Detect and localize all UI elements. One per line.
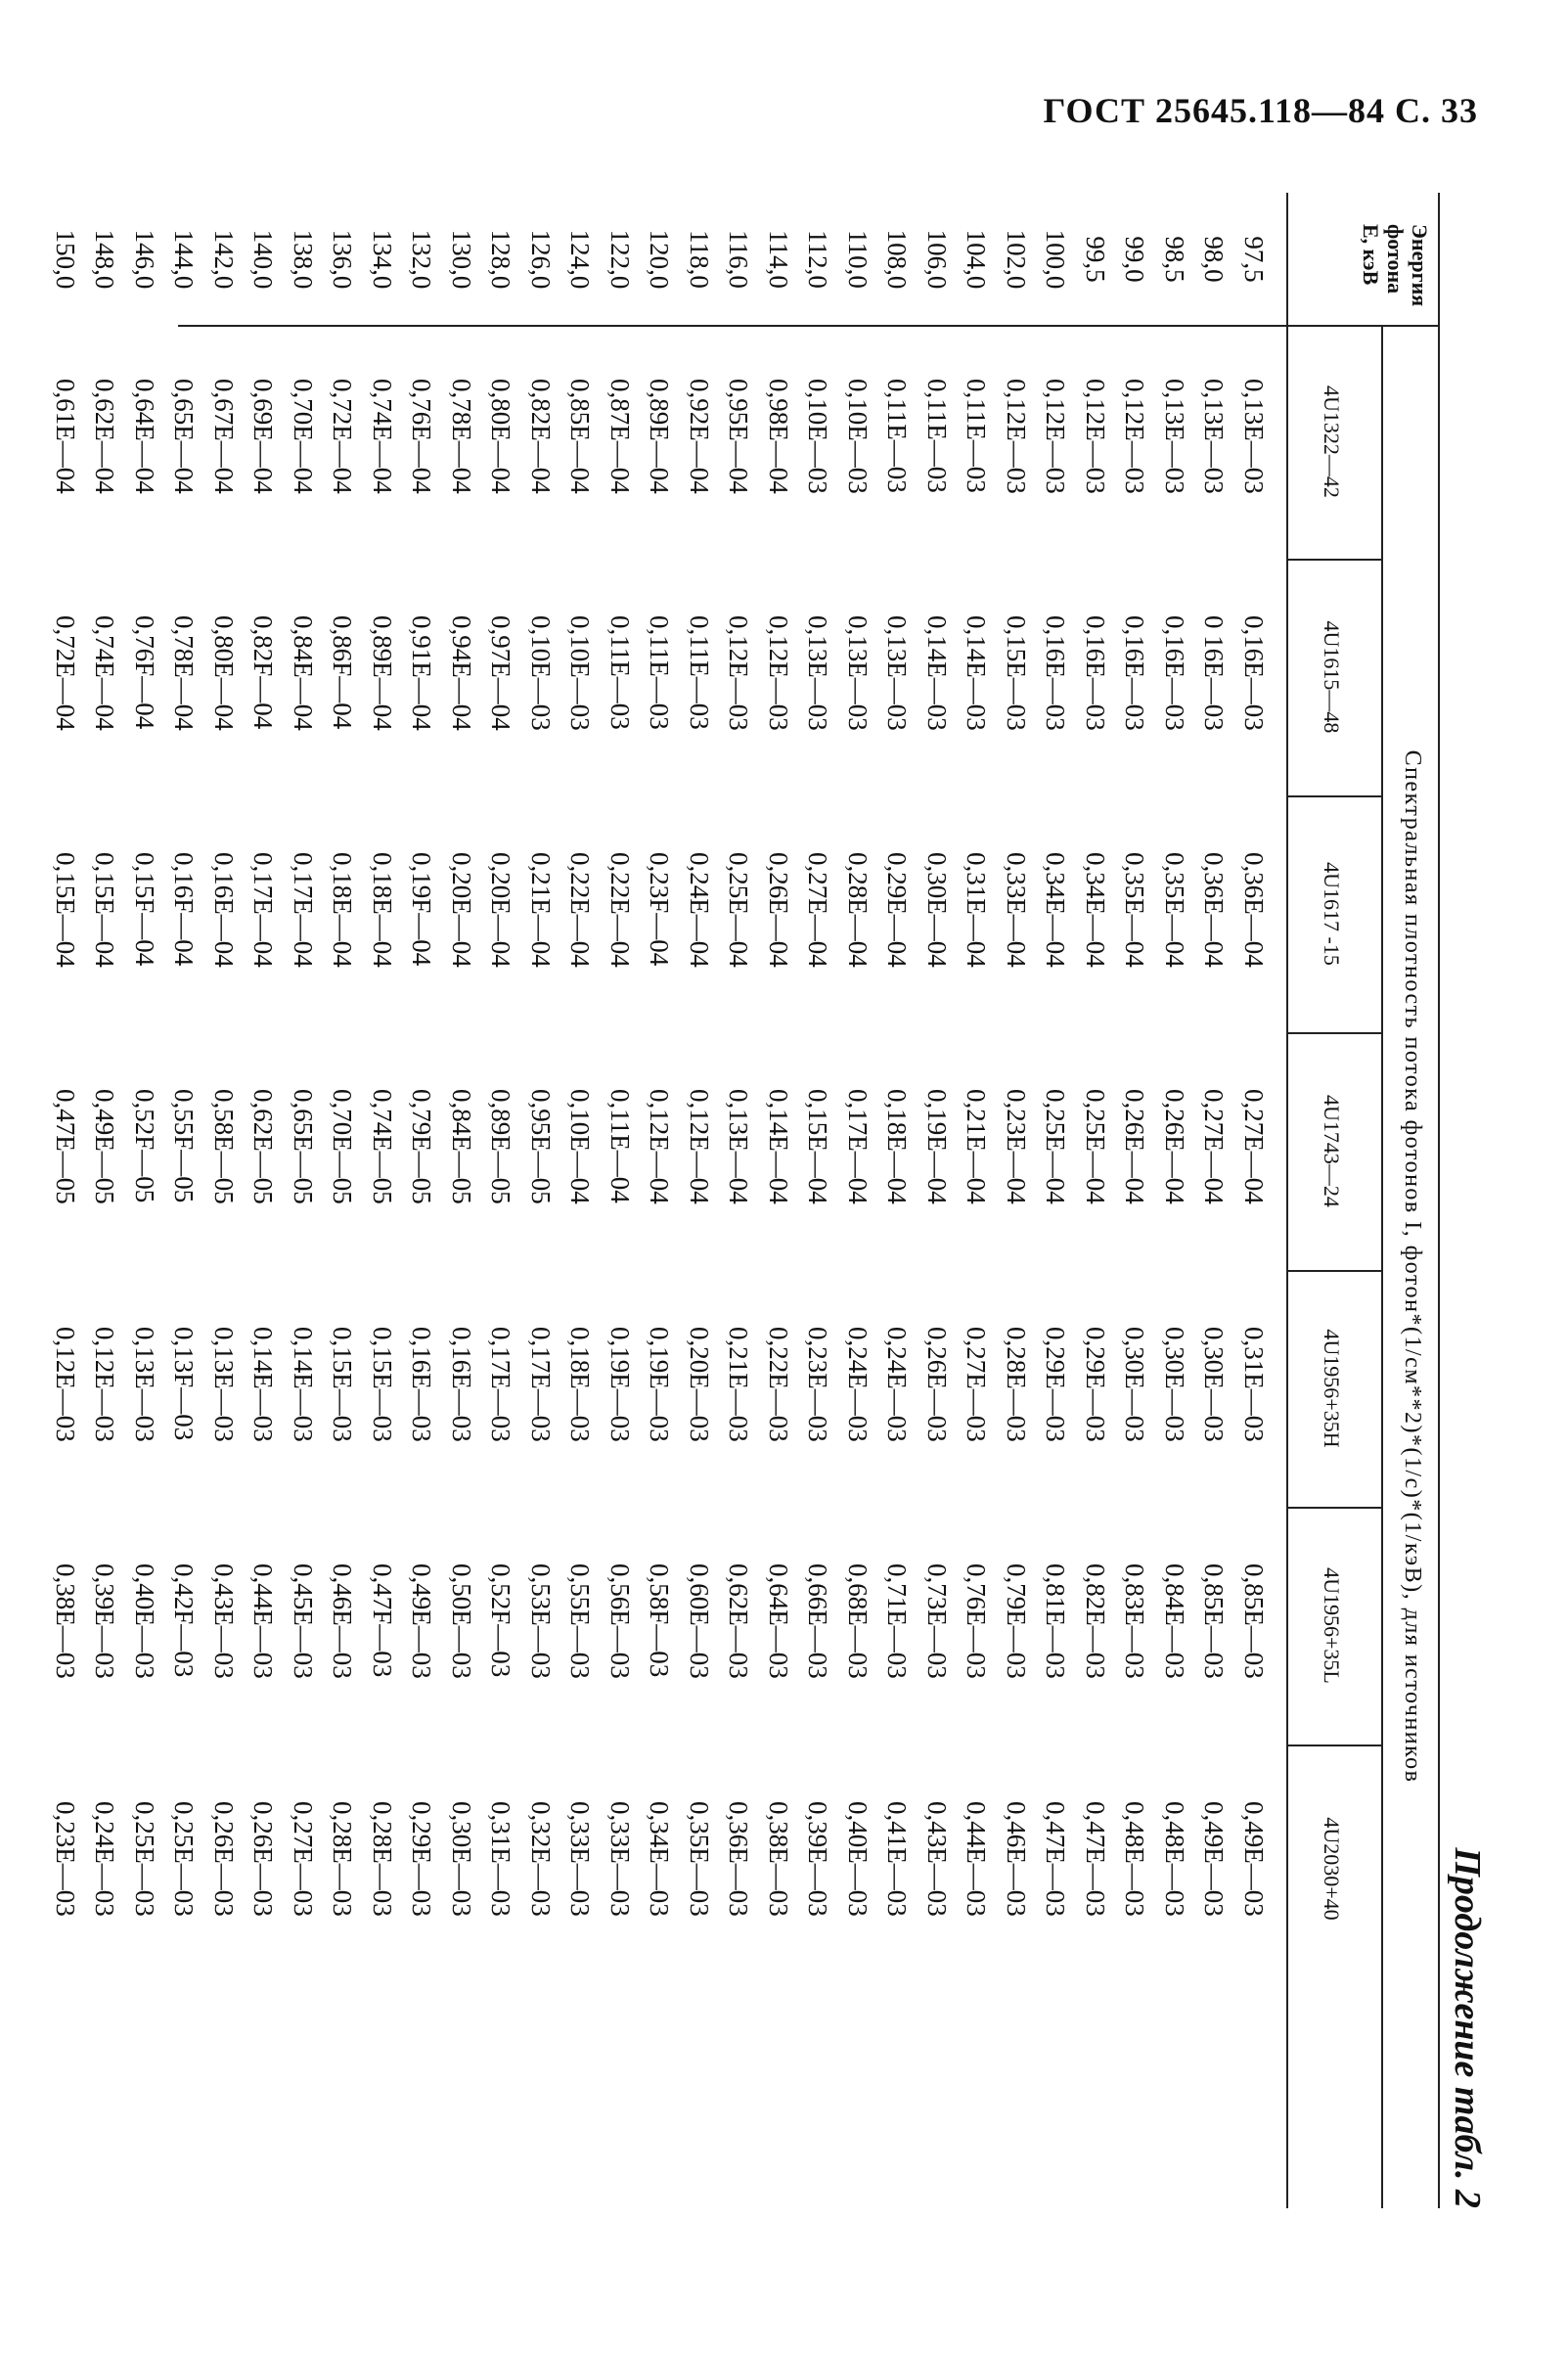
value-cell: 0,46E—03 xyxy=(1002,1801,1031,1917)
table-row xyxy=(601,193,641,2208)
value-cell: 0,76E—04 xyxy=(407,379,437,494)
value-cell: 0,50E—03 xyxy=(447,1563,476,1679)
page-header: ГОСТ 25645.118—84 С. 33 xyxy=(1043,91,1478,130)
value-cell: 0,47F—03 xyxy=(368,1563,397,1678)
energy-cell: 124,0 xyxy=(565,229,596,290)
value-cell: 0,26E—03 xyxy=(922,1327,952,1442)
value-cell: 0,15E—03 xyxy=(1002,615,1031,731)
value-cell: 0,45E—03 xyxy=(289,1563,318,1679)
value-cell: 0,58E—05 xyxy=(209,1089,239,1204)
value-cell: 0,89E—05 xyxy=(486,1089,516,1204)
value-cell: 0,20E—03 xyxy=(685,1327,714,1442)
value-cell: 0,23F—04 xyxy=(645,852,675,967)
value-cell: 0,31E—03 xyxy=(1239,1327,1269,1442)
value-cell: 0,71E—03 xyxy=(882,1563,913,1679)
value-cell: 0,15E—04 xyxy=(803,1089,833,1204)
energy-cell: 100,0 xyxy=(1041,229,1071,290)
energy-cell: 112,0 xyxy=(803,230,833,289)
value-cell: 0,10E—04 xyxy=(565,1089,596,1204)
table-row xyxy=(560,193,601,2208)
value-cell: 0,68E—03 xyxy=(843,1563,873,1679)
value-cell: 0,67E—04 xyxy=(209,379,239,494)
table-row xyxy=(164,193,204,2208)
value-cell: 0,19F—04 xyxy=(407,852,437,967)
value-cell: 0,22E—04 xyxy=(605,852,635,968)
value-cell: 0,98E—04 xyxy=(764,379,793,494)
value-cell: 0,14E—03 xyxy=(922,615,952,731)
table-row xyxy=(838,193,878,2208)
value-cell: 0,15E—04 xyxy=(90,852,120,968)
table-row xyxy=(1234,193,1275,2208)
value-cell: 0,23E—03 xyxy=(51,1801,80,1917)
span-header-rule xyxy=(1381,325,1383,2208)
energy-cell: 134,0 xyxy=(368,229,397,290)
value-cell: 0,18E—04 xyxy=(328,852,358,968)
value-cell: 0,13E—03 xyxy=(803,615,833,731)
energy-cell: 108,0 xyxy=(882,229,913,290)
value-cell: 0,26E—04 xyxy=(1120,1089,1150,1204)
value-cell: 0,94E—04 xyxy=(447,615,476,731)
value-cell: 0,20E—04 xyxy=(486,852,516,968)
value-cell: 0,12E—04 xyxy=(645,1089,675,1204)
energy-cell: 102,0 xyxy=(1002,229,1031,290)
value-cell: 0,44E—03 xyxy=(248,1563,279,1679)
value-cell: 0,36E—04 xyxy=(1199,852,1230,968)
value-cell: 0,74E—04 xyxy=(90,615,120,731)
table-row xyxy=(877,193,918,2208)
value-cell: 0,70E—05 xyxy=(328,1089,358,1204)
value-cell: 0,82E—03 xyxy=(1081,1563,1110,1679)
value-cell: 0,16E—03 xyxy=(1239,615,1269,731)
value-cell: 0,65E—05 xyxy=(289,1089,318,1204)
value-cell: 0,30E—04 xyxy=(922,852,952,968)
value-cell: 0,22E—04 xyxy=(565,852,596,968)
table-row xyxy=(481,193,521,2208)
energy-header xyxy=(1293,193,1440,325)
table-row xyxy=(442,193,482,2208)
value-cell: 0,47E—03 xyxy=(1081,1801,1110,1917)
value-cell: 0,89E—04 xyxy=(368,615,397,731)
value-cell: 0,49E—05 xyxy=(90,1089,120,1204)
value-cell: 0,48E—03 xyxy=(1160,1801,1189,1917)
energy-cell: 98,0 xyxy=(1199,236,1230,283)
table-row xyxy=(1076,193,1116,2208)
value-cell: 0,30E—03 xyxy=(1160,1327,1189,1442)
value-cell: 0,14E—03 xyxy=(248,1327,279,1442)
energy-cell: 120,0 xyxy=(645,229,675,290)
rotated-table-stage xyxy=(51,168,1489,2247)
value-cell: 0,11E—03 xyxy=(922,379,952,493)
value-cell: 0,79E—03 xyxy=(1002,1563,1031,1679)
column-header: 4U1617 -15 xyxy=(1320,862,1344,966)
value-cell: 0,83E—03 xyxy=(1120,1563,1150,1679)
table-row xyxy=(1036,193,1076,2208)
value-cell: 0,11E—03 xyxy=(685,615,714,730)
value-cell: 0,64E—03 xyxy=(764,1563,793,1679)
value-cell: 0,80E—04 xyxy=(209,615,239,731)
value-cell: 0,28E—04 xyxy=(843,852,873,968)
value-cell: 0,49E—03 xyxy=(407,1563,437,1679)
table-row xyxy=(680,193,720,2208)
value-cell: 0,32E—03 xyxy=(526,1801,556,1917)
column-header: 4U1615—48 xyxy=(1320,620,1344,734)
value-cell: 0,13E—03 xyxy=(843,615,873,731)
column-header: 4U1956+35L xyxy=(1320,1567,1344,1684)
value-cell: 0,16E—03 xyxy=(447,1327,476,1442)
value-cell: 0,84E—04 xyxy=(289,615,318,731)
table-body xyxy=(46,193,1275,2208)
value-cell: 0,66E—03 xyxy=(803,1563,833,1679)
value-cell: 0,30E—03 xyxy=(447,1801,476,1917)
value-cell: 0,58F—03 xyxy=(645,1563,675,1678)
value-cell: 0,23E—04 xyxy=(1002,1089,1031,1204)
value-cell: 0,13E—03 xyxy=(209,1327,239,1442)
value-cell: 0,22E—03 xyxy=(764,1327,793,1442)
value-cell: 0,74E—04 xyxy=(368,379,397,494)
energy-cell: 150,0 xyxy=(51,229,80,290)
value-cell: 0,55E—03 xyxy=(565,1563,596,1679)
value-cell: 0,12E—03 xyxy=(90,1327,120,1442)
value-cell: 0,21E—03 xyxy=(724,1327,754,1442)
value-cell: 0,38E—03 xyxy=(764,1801,793,1917)
energy-cell: 118,0 xyxy=(685,230,714,289)
column-header: 4U1322—42 xyxy=(1320,385,1344,498)
value-cell: 0,17E—03 xyxy=(526,1327,556,1442)
value-cell: 0,31E—03 xyxy=(486,1801,516,1917)
value-cell: 0,49E—03 xyxy=(1239,1801,1269,1917)
value-cell: 0,24E—03 xyxy=(90,1801,120,1917)
value-cell: 0,12E—04 xyxy=(685,1089,714,1204)
table-row xyxy=(46,193,86,2208)
value-cell: 0,43E—03 xyxy=(209,1563,239,1679)
value-cell: 0,25E—03 xyxy=(130,1801,159,1917)
value-cell: 0,34E—04 xyxy=(1081,852,1110,968)
value-cell: 0,56E—03 xyxy=(605,1563,635,1679)
value-cell: 0,25E—04 xyxy=(1041,1089,1071,1204)
value-cell: 0,12E—03 xyxy=(51,1327,80,1442)
value-cell: 0,23E—03 xyxy=(803,1327,833,1442)
value-cell: 0,15E—03 xyxy=(328,1327,358,1442)
value-cell: 0,97E—04 xyxy=(486,615,516,731)
value-cell: 0,35E—04 xyxy=(1120,852,1150,968)
value-cell: 0,28E—03 xyxy=(1002,1327,1031,1442)
value-cell: 0,17E—04 xyxy=(843,1089,873,1204)
value-cell: 0,20E—04 xyxy=(447,852,476,968)
value-cell: 0,16F—04 xyxy=(169,852,200,967)
table-row xyxy=(1194,193,1234,2208)
value-cell: 0,12E—03 xyxy=(1120,379,1150,494)
value-cell: 0,13E—03 xyxy=(1199,379,1230,494)
value-cell: 0,16E—03 xyxy=(1120,615,1150,731)
value-cell: 0,43E—03 xyxy=(922,1801,952,1917)
energy-cell: 99,0 xyxy=(1120,236,1150,283)
value-cell: 0,13E—03 xyxy=(882,615,913,731)
value-cell: 0,69E—04 xyxy=(248,379,279,494)
table-row xyxy=(244,193,284,2208)
energy-header-line: фотона xyxy=(1383,224,1408,294)
value-cell: 0,36E—04 xyxy=(1239,852,1269,968)
value-cell: 0,33E—03 xyxy=(605,1801,635,1917)
value-cell: 0,35E—04 xyxy=(1160,852,1189,968)
value-cell: 0,11E—03 xyxy=(962,379,992,493)
value-cell: 0,52F—05 xyxy=(130,1089,159,1203)
table-row xyxy=(719,193,759,2208)
energy-cell: 122,0 xyxy=(605,229,635,290)
value-cell: 0,27E—04 xyxy=(1239,1089,1269,1204)
table-row xyxy=(125,193,165,2208)
value-cell: 0,33E—04 xyxy=(1002,852,1031,968)
value-cell: 0,39E—03 xyxy=(90,1563,120,1679)
data-table xyxy=(51,193,1440,2208)
value-cell: 0,38E—03 xyxy=(51,1563,80,1679)
value-cell: 0,16E—03 xyxy=(1081,615,1110,731)
energy-cell: 144,0 xyxy=(169,229,200,290)
energy-cell: 110,0 xyxy=(843,230,873,289)
value-cell: 0,34E—04 xyxy=(1041,852,1071,968)
value-cell: 0,46E—03 xyxy=(328,1563,358,1679)
value-cell: 0,15E—03 xyxy=(368,1327,397,1442)
value-cell: 0,17E—04 xyxy=(248,852,279,968)
value-cell: 0,76E—03 xyxy=(962,1563,992,1679)
value-cell: 0,12E—03 xyxy=(724,615,754,731)
energy-cell: 116,0 xyxy=(724,230,754,289)
value-cell: 0,14E—03 xyxy=(962,615,992,731)
energy-cell: 97,5 xyxy=(1239,236,1269,283)
span-header: Спектральная плотность потока фотонов I, фотон*(1/см**2)*(1/с)*(1/кэВ), для источников xyxy=(1400,749,1425,1784)
value-cell: 0,19E—04 xyxy=(922,1089,952,1204)
value-cell: 0,25E—04 xyxy=(724,852,754,968)
value-cell: 0,18E—03 xyxy=(565,1327,596,1442)
value-cell: 0,78E—04 xyxy=(169,615,200,731)
column-header: 4U2030+40 xyxy=(1320,1817,1344,1921)
value-cell: 0,62E—03 xyxy=(724,1563,754,1679)
value-cell: 0,40E—03 xyxy=(843,1801,873,1917)
value-cell: 0,26E—04 xyxy=(1160,1089,1189,1204)
value-cell: 0,41E—03 xyxy=(882,1801,913,1917)
value-cell: 0,11E—04 xyxy=(605,1089,635,1203)
energy-cell: 148,0 xyxy=(90,229,120,290)
value-cell: 0,95E—04 xyxy=(724,379,754,494)
energy-cell: 128,0 xyxy=(486,229,516,290)
value-cell: 0 16E—03 xyxy=(1199,615,1230,731)
value-cell: 0,10E—03 xyxy=(526,615,556,731)
table-row xyxy=(759,193,799,2208)
value-cell: 0,33E—03 xyxy=(565,1801,596,1917)
value-cell: 0,73E—03 xyxy=(922,1563,952,1679)
value-cell: 0,81E—03 xyxy=(1041,1563,1071,1679)
value-cell: 0,34E—03 xyxy=(645,1801,675,1917)
value-cell: 0,14E—04 xyxy=(764,1089,793,1204)
value-cell: 0,19E—03 xyxy=(605,1327,635,1442)
energy-cell: 106,0 xyxy=(922,229,952,290)
value-cell: 0,72E—04 xyxy=(51,615,80,731)
value-cell: 0,29E—03 xyxy=(1081,1327,1110,1442)
value-cell: 0,55F—05 xyxy=(169,1089,200,1203)
value-cell: 0,12E—03 xyxy=(1081,379,1110,494)
value-cell: 0,27E—03 xyxy=(289,1801,318,1917)
value-cell: 0,31E—04 xyxy=(962,852,992,968)
value-cell: 0,62E—05 xyxy=(248,1089,279,1204)
value-cell: 0,15E—04 xyxy=(51,852,80,968)
value-cell: 0,12E—03 xyxy=(1002,379,1031,494)
value-cell: 0,17E—03 xyxy=(486,1327,516,1442)
value-cell: 0,26E—03 xyxy=(248,1801,279,1917)
energy-cell: 146,0 xyxy=(130,229,159,290)
value-cell: 0,85E—03 xyxy=(1239,1563,1269,1679)
value-cell: 0,11E—03 xyxy=(882,379,913,493)
energy-cell: 126,0 xyxy=(526,229,556,290)
value-cell: 0,24E—03 xyxy=(843,1327,873,1442)
value-cell: 0,10E—03 xyxy=(565,615,596,731)
value-cell: 0,24E—03 xyxy=(882,1327,913,1442)
value-cell: 0,85E—04 xyxy=(565,379,596,494)
value-cell: 0,47E—03 xyxy=(1041,1801,1071,1917)
value-cell: 0,10E—03 xyxy=(803,379,833,494)
value-cell: 0,84E—05 xyxy=(447,1089,476,1204)
value-cell: 0,84E—03 xyxy=(1160,1563,1189,1679)
value-cell: 0,61E—04 xyxy=(51,379,80,494)
value-cell: 0,62E—04 xyxy=(90,379,120,494)
value-cell: 0,87E—04 xyxy=(605,379,635,494)
table-row xyxy=(640,193,680,2208)
value-cell: 0,70E—04 xyxy=(289,379,318,494)
value-cell: 0,18E—04 xyxy=(368,852,397,968)
value-cell: 0,86F—04 xyxy=(328,615,358,730)
value-cell: 0,28E—03 xyxy=(368,1801,397,1917)
table-row xyxy=(798,193,838,2208)
value-cell: 0,13E—03 xyxy=(1239,379,1269,494)
value-cell: 0,21E—04 xyxy=(962,1089,992,1204)
value-cell: 0,80E—04 xyxy=(486,379,516,494)
value-cell: 0,30E—03 xyxy=(1120,1327,1150,1442)
value-cell: 0,91E—04 xyxy=(407,615,437,731)
energy-cell: 104,0 xyxy=(962,229,992,290)
value-cell: 0,16E—04 xyxy=(209,852,239,968)
value-cell: 0,13E—03 xyxy=(1160,379,1189,494)
header-bottom-rule xyxy=(1286,193,1288,2208)
energy-cell: 136,0 xyxy=(328,229,358,290)
value-cell: 0,30E—03 xyxy=(1199,1327,1230,1442)
value-cell: 0,36E—03 xyxy=(724,1801,754,1917)
energy-header-line: Энергия xyxy=(1408,224,1432,307)
value-cell: 0,82E—04 xyxy=(526,379,556,494)
value-cell: 0,29E—03 xyxy=(407,1801,437,1917)
value-cell: 0,21E—04 xyxy=(526,852,556,968)
value-cell: 0,27E—04 xyxy=(803,852,833,968)
column-header: 4U1956+35H xyxy=(1320,1329,1344,1448)
value-cell: 0,25E—04 xyxy=(1081,1089,1110,1204)
value-cell: 0,15F—04 xyxy=(130,852,159,967)
value-cell: 0,11E—03 xyxy=(605,615,635,730)
value-cell: 0,79E—05 xyxy=(407,1089,437,1204)
value-cell: 0,53E—03 xyxy=(526,1563,556,1679)
value-cell: 0,12E—03 xyxy=(764,615,793,731)
table-row xyxy=(402,193,442,2208)
value-cell: 0,28E—03 xyxy=(328,1801,358,1917)
table-row xyxy=(284,193,324,2208)
value-cell: 0,60E—03 xyxy=(685,1563,714,1679)
value-cell: 0,64E—04 xyxy=(130,379,159,494)
table-row xyxy=(918,193,958,2208)
value-cell: 0,12E—03 xyxy=(1041,379,1071,494)
energy-cell: 142,0 xyxy=(209,229,239,290)
value-cell: 0,65E—04 xyxy=(169,379,200,494)
value-cell: 0,76F—04 xyxy=(130,615,159,730)
value-cell: 0,24E—04 xyxy=(685,852,714,968)
table-row xyxy=(957,193,997,2208)
table-row xyxy=(204,193,245,2208)
value-cell: 0,13E—03 xyxy=(130,1327,159,1442)
energy-cell: 130,0 xyxy=(447,229,476,290)
value-cell: 0,48E—03 xyxy=(1120,1801,1150,1917)
value-cell: 0,92E—04 xyxy=(685,379,714,494)
value-cell: 0,14E—03 xyxy=(289,1327,318,1442)
energy-cell: 132,0 xyxy=(407,229,437,290)
value-cell: 0,78E—04 xyxy=(447,379,476,494)
value-cell: 0,16E—03 xyxy=(1160,615,1189,731)
value-cell: 0,11E—03 xyxy=(645,615,675,730)
value-cell: 0,47E—05 xyxy=(51,1089,80,1204)
value-cell: 0,10E—03 xyxy=(843,379,873,494)
table-row xyxy=(1155,193,1195,2208)
value-cell: 0,26E—04 xyxy=(764,852,793,968)
table-row xyxy=(323,193,363,2208)
table-row xyxy=(85,193,125,2208)
value-cell: 0,18E—04 xyxy=(882,1089,913,1204)
value-cell: 0,49E—03 xyxy=(1199,1801,1230,1917)
value-cell: 0,29E—03 xyxy=(1041,1327,1071,1442)
value-cell: 0,42F—03 xyxy=(169,1563,200,1678)
value-cell: 0,27E—03 xyxy=(962,1327,992,1442)
value-cell: 0,72E—04 xyxy=(328,379,358,494)
value-cell: 0,27E—04 xyxy=(1199,1089,1230,1204)
value-cell: 0,82F—04 xyxy=(248,615,279,730)
table-row xyxy=(997,193,1037,2208)
value-cell: 0,35E—03 xyxy=(685,1801,714,1917)
energy-cell: 98,5 xyxy=(1160,236,1189,283)
value-cell: 0,44E—03 xyxy=(962,1801,992,1917)
table-row xyxy=(521,193,561,2208)
energy-cell: 99,5 xyxy=(1081,236,1110,283)
value-cell: 0,95E—05 xyxy=(526,1089,556,1204)
energy-cell: 114,0 xyxy=(764,230,793,289)
table-row xyxy=(1115,193,1155,2208)
value-cell: 0,16E—03 xyxy=(1041,615,1071,731)
table-caption: Продолжение табл. 2 xyxy=(1447,1847,1488,2208)
table-row xyxy=(363,193,403,2208)
value-cell: 0,52F—03 xyxy=(486,1563,516,1678)
value-cell: 0,17E—04 xyxy=(289,852,318,968)
value-cell: 0,29E—04 xyxy=(882,852,913,968)
value-cell: 0,16E—03 xyxy=(407,1327,437,1442)
value-cell: 0,39E—03 xyxy=(803,1801,833,1917)
value-cell: 0,40E—03 xyxy=(130,1563,159,1679)
value-cell: 0,89E—04 xyxy=(645,379,675,494)
value-cell: 0,26E—03 xyxy=(209,1801,239,1917)
value-cell: 0,85E—03 xyxy=(1199,1563,1230,1679)
column-header: 4U1743—24 xyxy=(1320,1095,1344,1207)
value-cell: 0,13E—04 xyxy=(724,1089,754,1204)
value-cell: 0,74E—05 xyxy=(368,1089,397,1204)
value-cell: 0,25E—03 xyxy=(169,1801,200,1917)
value-cell: 0,19E—03 xyxy=(645,1327,675,1442)
energy-cell: 138,0 xyxy=(289,229,318,290)
energy-header-line: E, кэВ xyxy=(1359,224,1383,286)
energy-cell: 140,0 xyxy=(248,229,279,290)
value-cell: 0,13F—03 xyxy=(169,1327,200,1441)
table-top-rule xyxy=(1438,193,1440,2208)
